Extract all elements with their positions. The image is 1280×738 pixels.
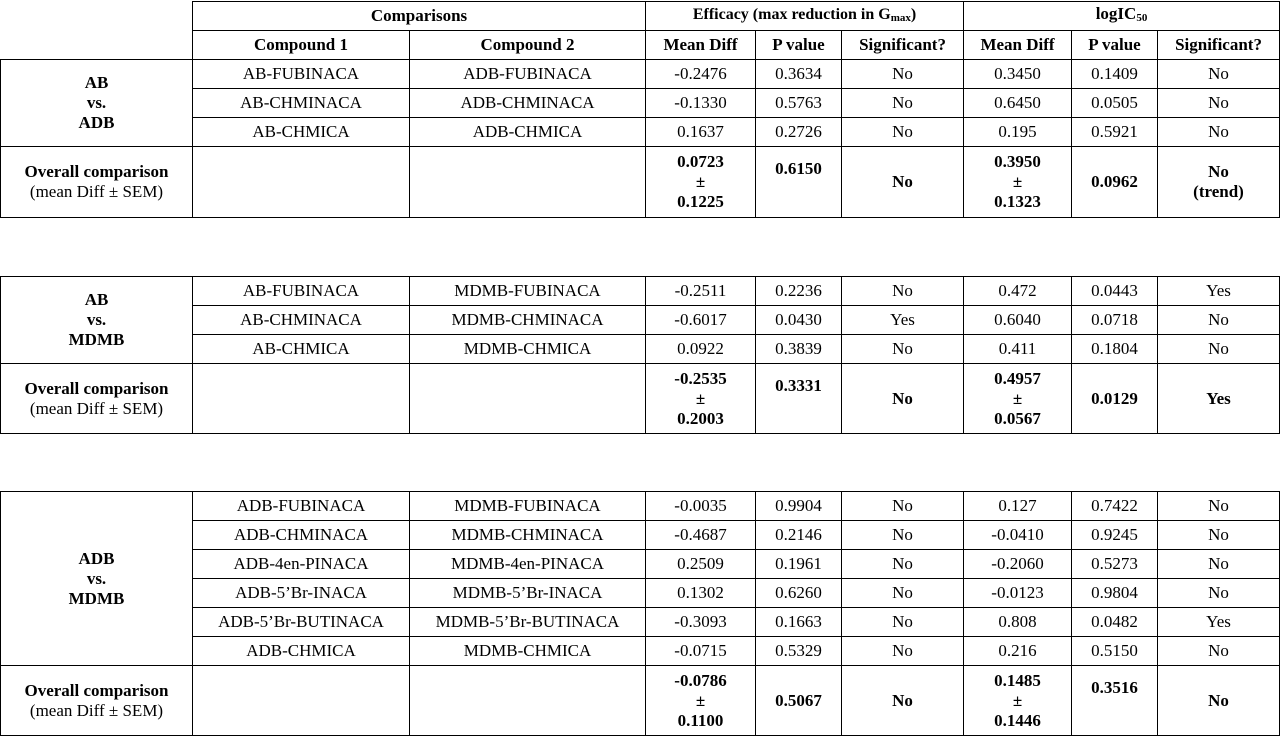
table-row xyxy=(1,637,1280,666)
overall-logic-mean-diff: 0.3950 ± 0.1323 xyxy=(964,147,1072,218)
logic-mean-diff-cell: 0.472 xyxy=(964,277,1072,306)
efficacy-p-value-cell: 0.6260 xyxy=(756,579,842,608)
compound1-cell: ADB-5’Br-INACA xyxy=(193,579,410,608)
header-comparisons: Comparisons xyxy=(193,2,646,31)
table-row xyxy=(1,118,1280,147)
logic-p-value-cell: 0.0718 xyxy=(1072,306,1158,335)
header-logic-mean-diff: Mean Diff xyxy=(964,31,1072,60)
efficacy-p-value-cell: 0.3839 xyxy=(756,335,842,364)
logic-significant-cell: No xyxy=(1158,335,1280,364)
efficacy-p-value-cell: 0.0430 xyxy=(756,306,842,335)
efficacy-significant-cell: No xyxy=(842,492,964,521)
compound1-cell: ADB-CHMICA xyxy=(193,637,410,666)
overall-efficacy-p-value: 0.5067 xyxy=(756,666,842,736)
overall-efficacy-p-value: 0.6150 xyxy=(756,147,842,218)
comparison-table-ab-adb xyxy=(0,1,1280,218)
overall-logic-significant: No xyxy=(1158,666,1280,736)
overall-efficacy-significant: No xyxy=(842,666,964,736)
efficacy-p-value-cell: 0.2236 xyxy=(756,277,842,306)
compound1-cell: AB-FUBINACA xyxy=(193,277,410,306)
table-row xyxy=(1,608,1280,637)
logic-significant-cell: No xyxy=(1158,118,1280,147)
comparison-table-ab-mdmb xyxy=(0,276,1280,434)
compound1-cell: ADB-FUBINACA xyxy=(193,492,410,521)
overall-compound2-empty xyxy=(410,666,646,736)
compound1-cell: ADB-CHMINACA xyxy=(193,521,410,550)
header-compound2: Compound 2 xyxy=(410,31,646,60)
efficacy-mean-diff-cell: -0.6017 xyxy=(646,306,756,335)
logic-p-value-cell: 0.0482 xyxy=(1072,608,1158,637)
overall-compound1-empty xyxy=(193,666,410,736)
compound2-cell: MDMB-CHMINACA xyxy=(410,521,646,550)
overall-efficacy-mean-diff: -0.0786 ± 0.1100 xyxy=(646,666,756,736)
overall-efficacy-mean-diff: 0.0723 ± 0.1225 xyxy=(646,147,756,218)
efficacy-p-value-cell: 0.1663 xyxy=(756,608,842,637)
logic-p-value-cell: 0.5150 xyxy=(1072,637,1158,666)
overall-logic-significant: Yes xyxy=(1158,364,1280,434)
logic-p-value-cell: 0.0505 xyxy=(1072,89,1158,118)
overall-logic-p-value: 0.3516 xyxy=(1072,666,1158,736)
table-row xyxy=(1,89,1280,118)
efficacy-mean-diff-cell: -0.2476 xyxy=(646,60,756,89)
compound1-cell: AB-CHMINACA xyxy=(193,89,410,118)
overall-logic-mean-diff: 0.1485 ± 0.1446 xyxy=(964,666,1072,736)
overall-comparison-label: Overall comparison (mean Diff ± SEM) xyxy=(1,666,193,736)
compound1-cell: AB-CHMICA xyxy=(193,335,410,364)
header-blank-cell xyxy=(1,31,193,60)
logic-mean-diff-cell: 0.127 xyxy=(964,492,1072,521)
logic-mean-diff-cell: 0.3450 xyxy=(964,60,1072,89)
efficacy-mean-diff-cell: 0.2509 xyxy=(646,550,756,579)
table-row xyxy=(1,550,1280,579)
efficacy-p-value-cell: 0.3634 xyxy=(756,60,842,89)
efficacy-mean-diff-cell: -0.3093 xyxy=(646,608,756,637)
overall-row xyxy=(1,364,1280,434)
compound2-cell: ADB-FUBINACA xyxy=(410,60,646,89)
header-logic-p-value: P value xyxy=(1072,31,1158,60)
efficacy-mean-diff-cell: 0.1637 xyxy=(646,118,756,147)
compound2-cell: ADB-CHMICA xyxy=(410,118,646,147)
table-row xyxy=(1,277,1280,306)
logic-mean-diff-cell: 0.6040 xyxy=(964,306,1072,335)
efficacy-significant-cell: No xyxy=(842,550,964,579)
table-row xyxy=(1,60,1280,89)
header-logic-significant: Significant? xyxy=(1158,31,1280,60)
overall-comparison-label: Overall comparison (mean Diff ± SEM) xyxy=(1,147,193,218)
overall-efficacy-mean-diff: -0.2535 ± 0.2003 xyxy=(646,364,756,434)
efficacy-mean-diff-cell: -0.0035 xyxy=(646,492,756,521)
efficacy-mean-diff-cell: -0.1330 xyxy=(646,89,756,118)
table-row xyxy=(1,335,1280,364)
compound1-cell: ADB-5’Br-BUTINACA xyxy=(193,608,410,637)
overall-logic-p-value: 0.0129 xyxy=(1072,364,1158,434)
compound1-cell: AB-FUBINACA xyxy=(193,60,410,89)
header-efficacy-significant: Significant? xyxy=(842,31,964,60)
logic-significant-cell: No xyxy=(1158,89,1280,118)
efficacy-significant-cell: No xyxy=(842,608,964,637)
overall-efficacy-significant: No xyxy=(842,147,964,218)
efficacy-significant-cell: No xyxy=(842,277,964,306)
compound2-cell: MDMB-FUBINACA xyxy=(410,277,646,306)
header-blank-cell xyxy=(1,2,193,31)
compound2-cell: ADB-CHMINACA xyxy=(410,89,646,118)
logic-mean-diff-cell: -0.0123 xyxy=(964,579,1072,608)
compound2-cell: MDMB-5’Br-INACA xyxy=(410,579,646,608)
group-label: AB vs. ADB xyxy=(1,60,193,147)
overall-row xyxy=(1,147,1280,218)
table-row xyxy=(1,579,1280,608)
logic-significant-cell: Yes xyxy=(1158,608,1280,637)
table-row xyxy=(1,521,1280,550)
efficacy-significant-cell: No xyxy=(842,60,964,89)
logic-significant-cell: No xyxy=(1158,306,1280,335)
efficacy-p-value-cell: 0.2726 xyxy=(756,118,842,147)
logic-p-value-cell: 0.9245 xyxy=(1072,521,1158,550)
header-efficacy-mean-diff: Mean Diff xyxy=(646,31,756,60)
efficacy-mean-diff-cell: 0.0922 xyxy=(646,335,756,364)
logic-p-value-cell: 0.1804 xyxy=(1072,335,1158,364)
table-row xyxy=(1,306,1280,335)
overall-compound1-empty xyxy=(193,147,410,218)
compound2-cell: MDMB-5’Br-BUTINACA xyxy=(410,608,646,637)
efficacy-significant-cell: No xyxy=(842,89,964,118)
logic-p-value-cell: 0.9804 xyxy=(1072,579,1158,608)
efficacy-mean-diff-cell: -0.2511 xyxy=(646,277,756,306)
logic-p-value-cell: 0.1409 xyxy=(1072,60,1158,89)
logic-p-value-cell: 0.5921 xyxy=(1072,118,1158,147)
logic-significant-cell: No xyxy=(1158,550,1280,579)
logic-significant-cell: No xyxy=(1158,579,1280,608)
overall-comparison-label: Overall comparison (mean Diff ± SEM) xyxy=(1,364,193,434)
efficacy-significant-cell: Yes xyxy=(842,306,964,335)
efficacy-significant-cell: No xyxy=(842,521,964,550)
logic-significant-cell: No xyxy=(1158,60,1280,89)
table-row xyxy=(1,492,1280,521)
logic-mean-diff-cell: 0.411 xyxy=(964,335,1072,364)
compound2-cell: MDMB-CHMICA xyxy=(410,335,646,364)
overall-efficacy-p-value: 0.3331 xyxy=(756,364,842,434)
overall-row xyxy=(1,666,1280,736)
efficacy-p-value-cell: 0.5329 xyxy=(756,637,842,666)
logic-mean-diff-cell: -0.0410 xyxy=(964,521,1072,550)
logic-mean-diff-cell: -0.2060 xyxy=(964,550,1072,579)
group-label: ADB vs. MDMB xyxy=(1,492,193,666)
overall-logic-mean-diff: 0.4957 ± 0.0567 xyxy=(964,364,1072,434)
efficacy-significant-cell: No xyxy=(842,637,964,666)
group-label: AB vs. MDMB xyxy=(1,277,193,364)
compound1-cell: AB-CHMINACA xyxy=(193,306,410,335)
comparison-table-adb-mdmb xyxy=(0,491,1280,736)
efficacy-mean-diff-cell: 0.1302 xyxy=(646,579,756,608)
compound2-cell: MDMB-CHMINACA xyxy=(410,306,646,335)
logic-significant-cell: Yes xyxy=(1158,277,1280,306)
header-logic50: logIC$_{50}$ xyxy=(964,2,1280,31)
logic-mean-diff-cell: 0.195 xyxy=(964,118,1072,147)
compound1-cell: AB-CHMICA xyxy=(193,118,410,147)
efficacy-p-value-cell: 0.2146 xyxy=(756,521,842,550)
header-compound1: Compound 1 xyxy=(193,31,410,60)
efficacy-p-value-cell: 0.5763 xyxy=(756,89,842,118)
header-efficacy: Efficacy (max reduction in $G_{max}$) xyxy=(646,2,964,31)
compound2-cell: MDMB-CHMICA xyxy=(410,637,646,666)
overall-compound2-empty xyxy=(410,364,646,434)
logic-mean-diff-cell: 0.808 xyxy=(964,608,1072,637)
efficacy-significant-cell: No xyxy=(842,579,964,608)
logic-p-value-cell: 0.0443 xyxy=(1072,277,1158,306)
compound2-cell: MDMB-4en-PINACA xyxy=(410,550,646,579)
logic-p-value-cell: 0.5273 xyxy=(1072,550,1158,579)
logic-significant-cell: No xyxy=(1158,492,1280,521)
efficacy-mean-diff-cell: -0.4687 xyxy=(646,521,756,550)
overall-compound1-empty xyxy=(193,364,410,434)
overall-efficacy-significant: No xyxy=(842,364,964,434)
compound2-cell: MDMB-FUBINACA xyxy=(410,492,646,521)
logic-significant-cell: No xyxy=(1158,637,1280,666)
efficacy-significant-cell: No xyxy=(842,118,964,147)
logic-significant-cell: No xyxy=(1158,521,1280,550)
header-efficacy-p-value: P value xyxy=(756,31,842,60)
efficacy-mean-diff-cell: -0.0715 xyxy=(646,637,756,666)
overall-logic-significant: No (trend) xyxy=(1158,147,1280,218)
overall-logic-p-value: 0.0962 xyxy=(1072,147,1158,218)
logic-mean-diff-cell: 0.216 xyxy=(964,637,1072,666)
logic-mean-diff-cell: 0.6450 xyxy=(964,89,1072,118)
compound1-cell: ADB-4en-PINACA xyxy=(193,550,410,579)
logic-p-value-cell: 0.7422 xyxy=(1072,492,1158,521)
efficacy-p-value-cell: 0.1961 xyxy=(756,550,842,579)
overall-compound2-empty xyxy=(410,147,646,218)
efficacy-p-value-cell: 0.9904 xyxy=(756,492,842,521)
efficacy-significant-cell: No xyxy=(842,335,964,364)
